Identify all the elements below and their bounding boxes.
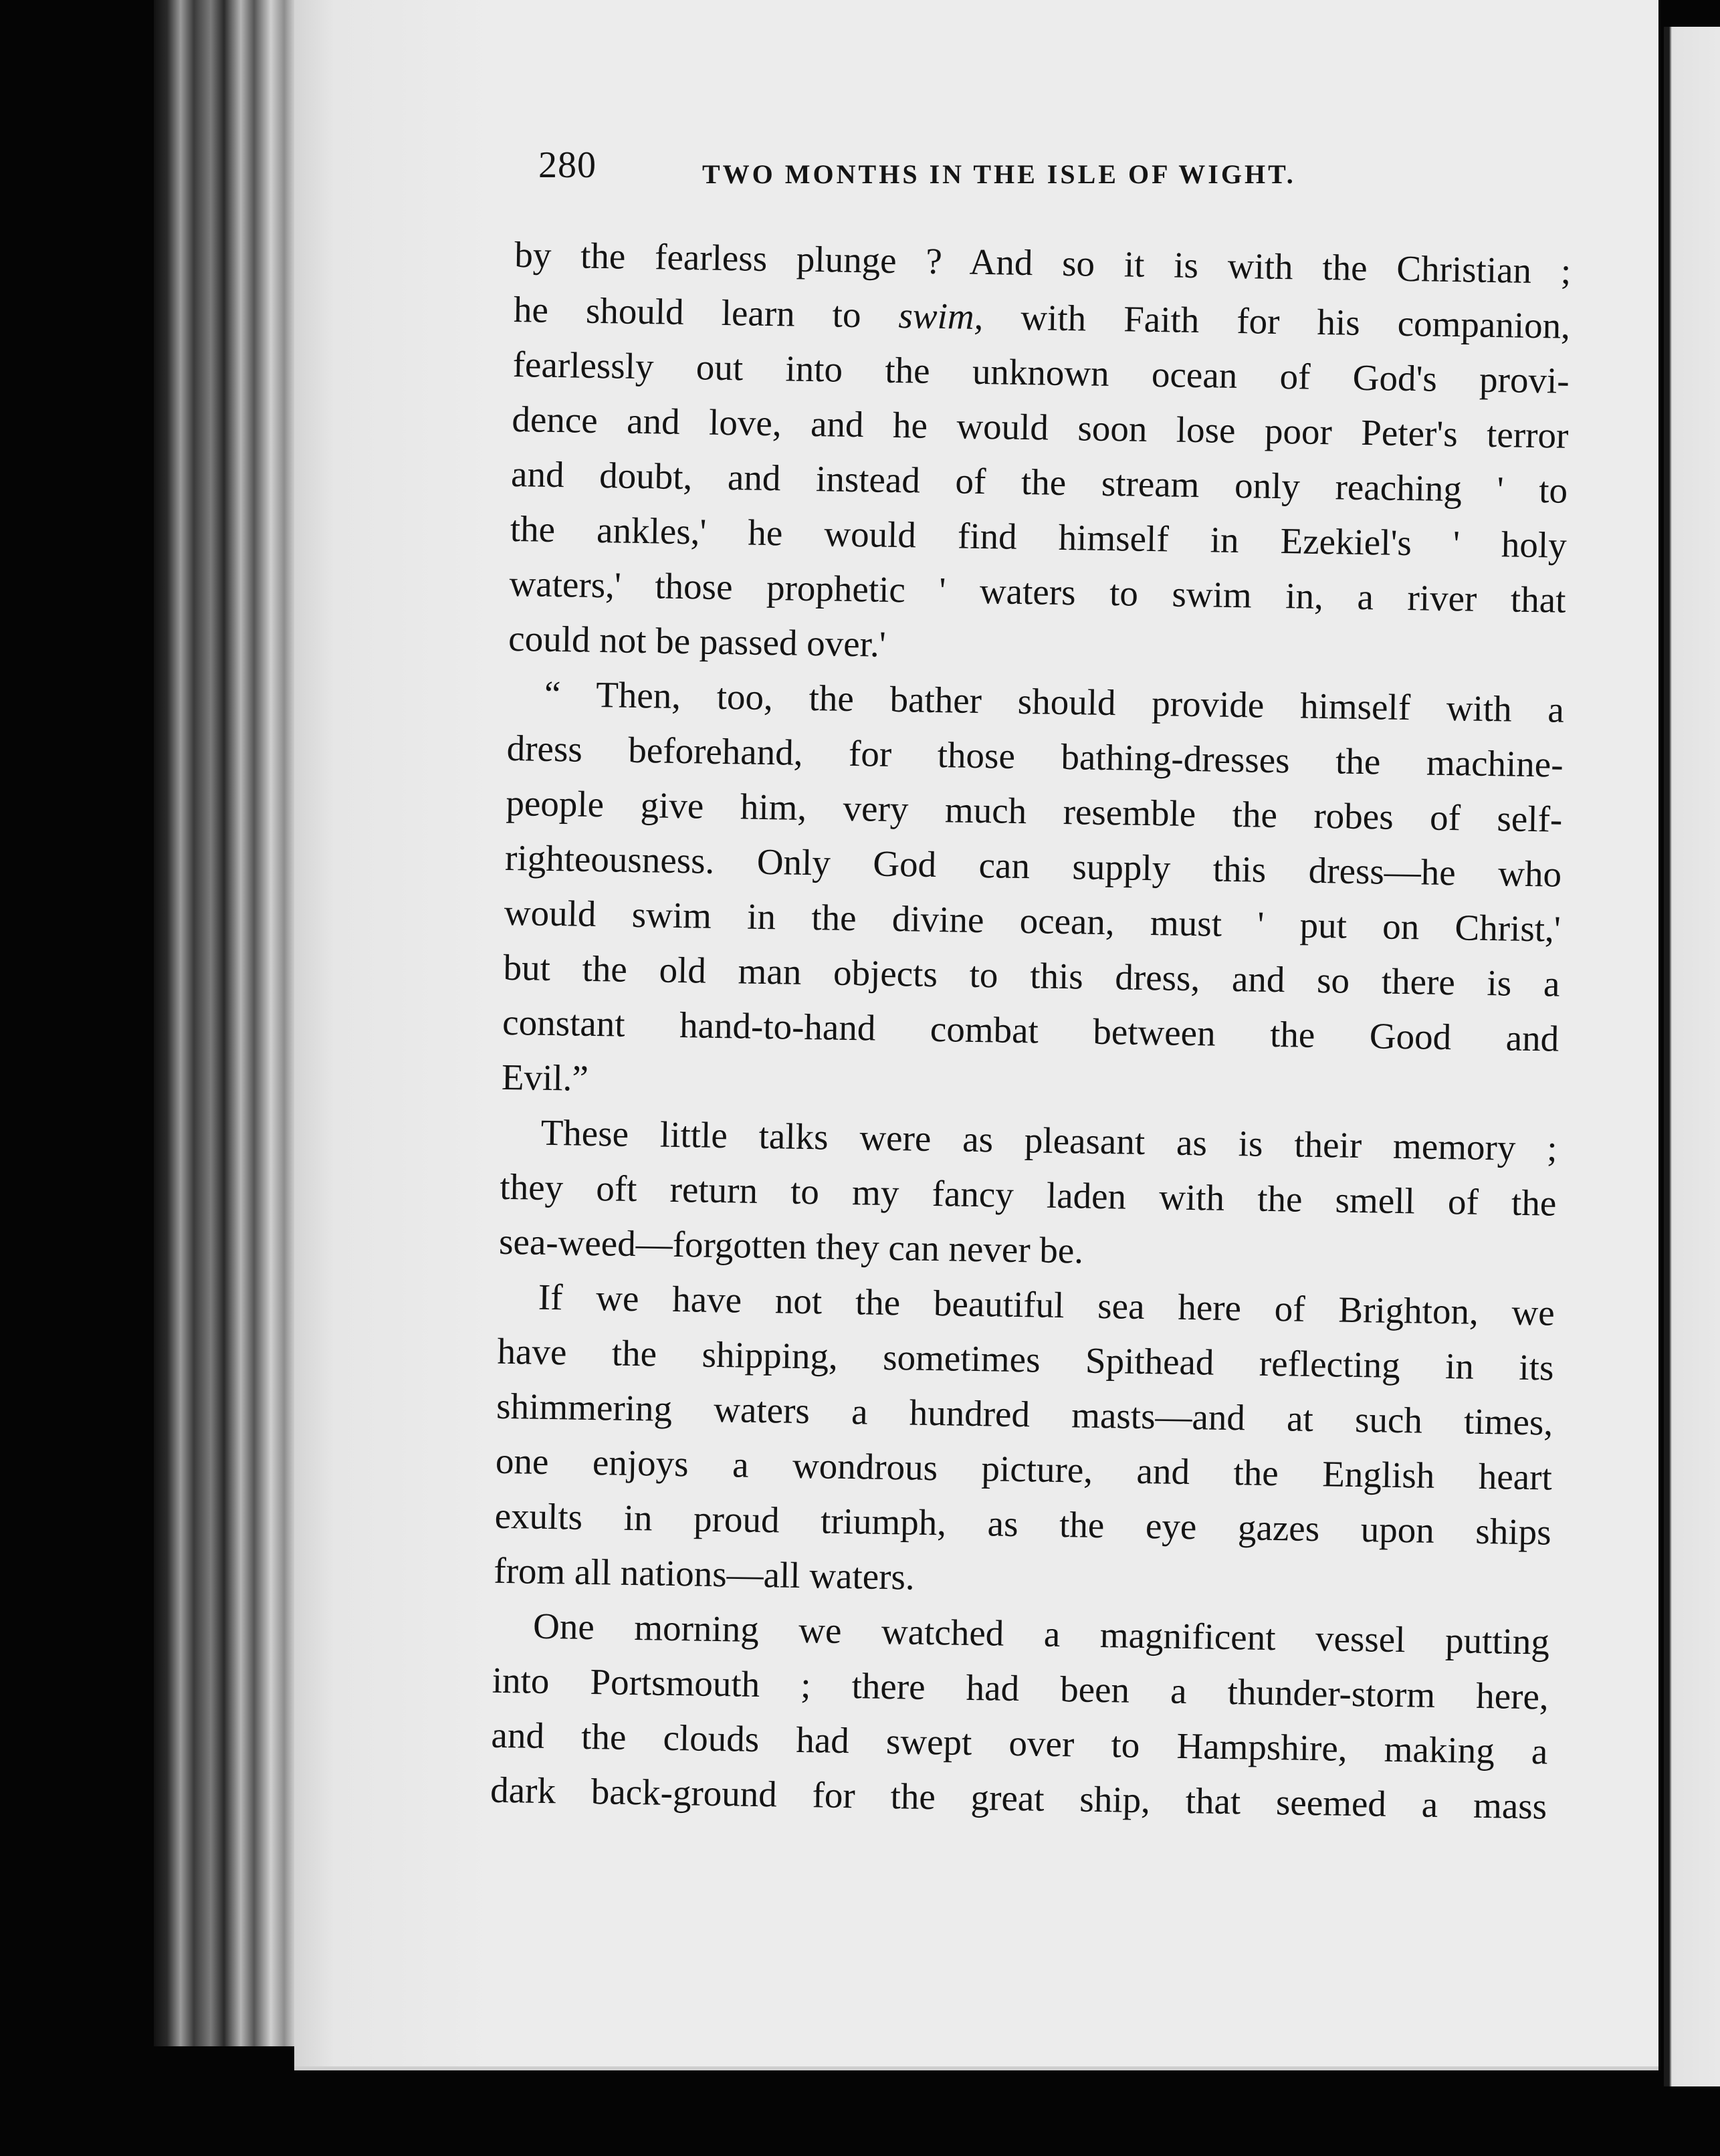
text-line: they oft return to my fancy laden with the smell of the xyxy=(499,1166,1557,1224)
text-line: the ankles,' he would find himself in Ezekiel's ' holy xyxy=(510,508,1568,566)
body-text xyxy=(490,227,1572,1834)
text-line: If we have not the beautiful sea here of Brighton, we xyxy=(538,1276,1555,1333)
book-page-edges xyxy=(154,0,308,2046)
paragraph-4 xyxy=(494,1269,1555,1615)
text-line: from all nations—all waters. xyxy=(493,1549,916,1598)
text-line: One morning we watched a magnificent vessel putting xyxy=(532,1605,1550,1662)
text-line: “ Then, too, the bather should provide himself with a xyxy=(544,673,1565,730)
text-line: exults in proud triumph, as the eye gazes upon ships xyxy=(494,1495,1552,1553)
running-head xyxy=(538,144,1408,197)
text-line: people give him, very much resemble the robes of self- xyxy=(506,782,1563,840)
text-line: dence and love, and he would soon lose poor Peter's terror xyxy=(512,398,1569,456)
text-line: one enjoys a wondrous picture, and the English heart xyxy=(495,1440,1553,1498)
emphasized-word: swim, xyxy=(898,295,984,338)
paragraph-3 xyxy=(499,1105,1558,1286)
text-line: fearlessly out into the unknown ocean of God's provi- xyxy=(512,343,1570,401)
paragraph-1 xyxy=(508,227,1572,683)
text-line: into Portsmouth ; there had been a thunder-storm here, xyxy=(492,1659,1549,1717)
text-line: dark back-ground for the great ship, that seemed a mass xyxy=(490,1769,1547,1827)
text-line: but the old man objects to this dress, and so there is a xyxy=(503,946,1560,1004)
text-fragment: he should learn to xyxy=(513,288,861,336)
text-line: These little talks were as pleasant as is their memory ; xyxy=(540,1111,1558,1169)
page-number: 280 xyxy=(538,144,597,186)
paragraph-5 xyxy=(490,1598,1550,1834)
text-line: would swim in the divine ocean, must ' put on Christ,' xyxy=(504,891,1562,950)
text-line: righteousness. Only God can supply this dress—he who xyxy=(504,837,1562,895)
text-line: waters,' those prophetic ' waters to swim in, a river that xyxy=(509,562,1566,621)
text-line: and the clouds had swept over to Hampshire, making a xyxy=(491,1714,1548,1772)
text-line: could not be passed over.' xyxy=(508,617,887,665)
text-line: have the shipping, sometimes Spithead reflecting in its xyxy=(497,1330,1554,1388)
text-line: dress beforehand, for those bathing-dresses the machine- xyxy=(506,727,1564,785)
text-line: by the fearless plunge ? And so it is with the Christian ; xyxy=(514,233,1572,292)
facing-page-edge xyxy=(1664,27,1720,2086)
text-line: shimmering waters a hundred masts—and at such times, xyxy=(496,1385,1553,1443)
running-title: TWO MONTHS IN THE ISLE OF WIGHT. xyxy=(702,159,1296,189)
text-fragment: with Faith for his companion, xyxy=(1020,296,1571,346)
text-line: Evil.” xyxy=(501,1056,589,1099)
paragraph-2 xyxy=(501,666,1564,1121)
text-line: sea-weed—forgotten they can never be. xyxy=(498,1220,1084,1271)
text-line: constant hand-to-hand combat between the Good and xyxy=(502,1001,1560,1059)
text-line: and doubt, and instead of the stream only reaching ' to xyxy=(510,453,1568,511)
